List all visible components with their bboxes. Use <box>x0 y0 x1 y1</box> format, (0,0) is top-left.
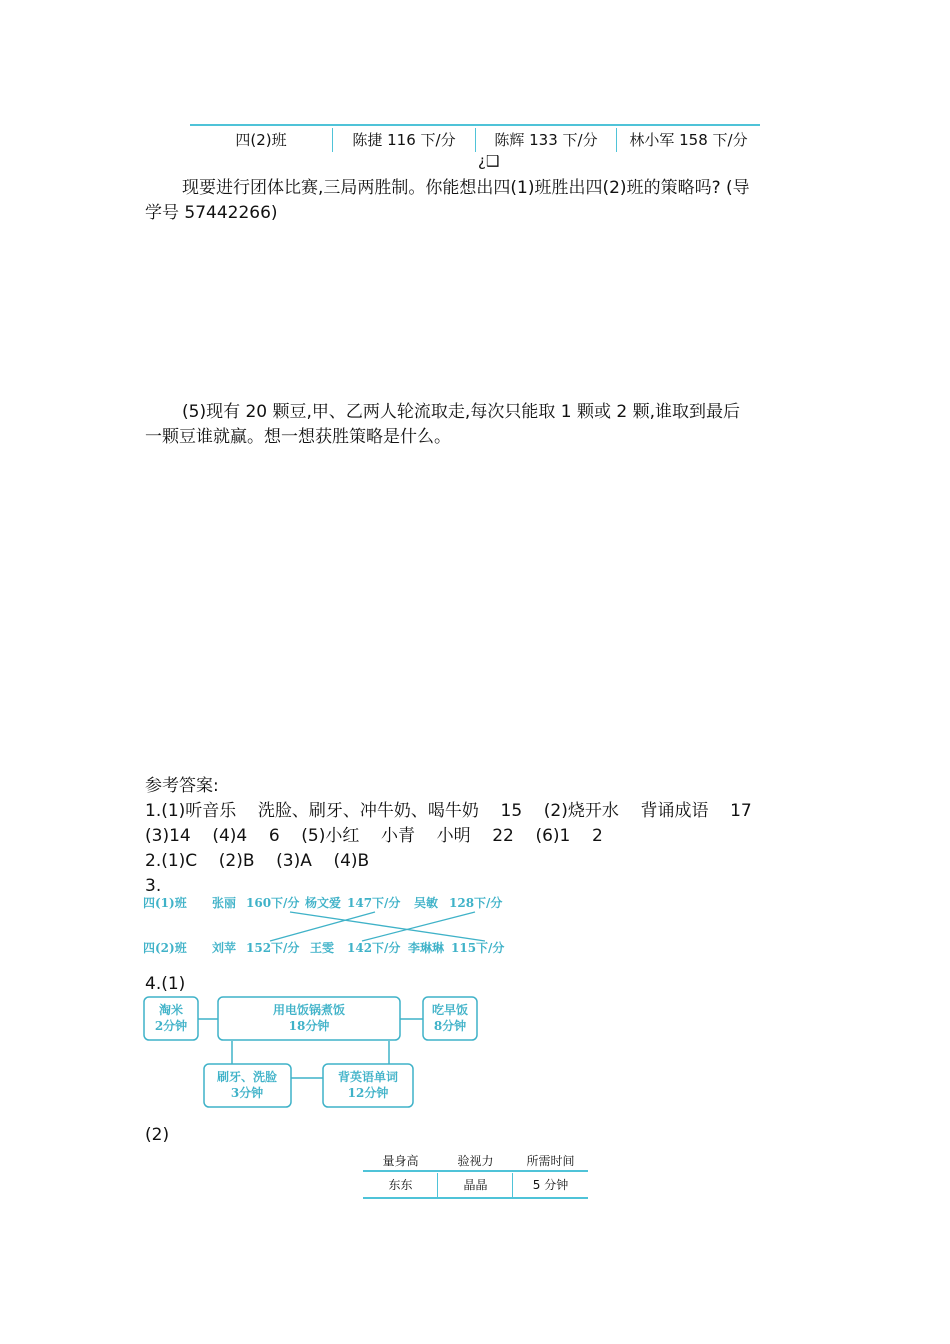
answer1-line2: (3)14 (4)4 6 (5)小红 小青 小明 22 (6)1 2 <box>145 826 603 846</box>
breakfast-label: 吃早饭 <box>431 1003 469 1017</box>
top-name-1: 张丽 <box>212 896 237 910</box>
bottom-name-1: 刘苹 <box>212 941 237 955</box>
stray-glyph: ¿❑ <box>478 152 500 170</box>
wash-rice-time: 2分钟 <box>154 1019 188 1033</box>
bottom-score-2: 142下/分 <box>347 941 401 955</box>
table-cell: 东东 <box>388 1178 413 1192</box>
header-cell: 量身高 <box>382 1154 419 1168</box>
bottom-score-1: 152下/分 <box>246 941 300 955</box>
table-row <box>363 1173 588 1197</box>
score-table-row <box>190 124 760 152</box>
bottom-score-3: 115下/分 <box>451 941 505 955</box>
english-time: 12分钟 <box>347 1086 389 1100</box>
table-rule <box>363 1170 588 1172</box>
top-score-2: 147下/分 <box>347 896 401 910</box>
class-cell: 四(2)班 <box>235 131 287 149</box>
answer3-label: 3. <box>145 876 162 896</box>
question5-line1: (5)现有 20 颗豆,甲、乙两人轮流取走,每次只能取 1 颗或 2 颗,谁取到最后 <box>182 402 740 422</box>
table-cell: 晶晶 <box>463 1178 488 1192</box>
bottom-name-2: 王雯 <box>310 941 335 955</box>
table-cell: 5 分钟 <box>532 1178 569 1192</box>
answer4-2-label: (2) <box>145 1125 170 1145</box>
header-cell: 所需时间 <box>526 1154 575 1168</box>
answer1-line1: 1.(1)听音乐 洗脸、刷牙、冲牛奶、喝牛奶 15 (2)烧开水 背诵成语 17 <box>145 801 752 821</box>
top-score-1: 160下/分 <box>246 896 300 910</box>
top-class-label: 四(1)班 <box>143 896 187 910</box>
answer2: 2.(1)C (2)B (3)A (4)B <box>145 851 370 871</box>
brush-label: 刷牙、洗脸 <box>216 1070 278 1084</box>
header-cell: 验视力 <box>457 1154 494 1168</box>
question4-line2: 学号 57442266) <box>145 203 278 223</box>
brush-time: 3分钟 <box>230 1086 264 1100</box>
table-rule <box>363 1197 588 1199</box>
question5-line2: 一颗豆谁就赢。想一想获胜策略是什么。 <box>145 427 451 447</box>
english-label: 背英语单词 <box>337 1070 399 1084</box>
answers-heading: 参考答案: <box>145 776 219 796</box>
answer4-label: 4.(1) <box>145 974 186 994</box>
table-header-row <box>363 1150 588 1172</box>
cook-rice-time: 18分钟 <box>288 1019 330 1033</box>
matching-diagram <box>140 893 510 959</box>
bottom-class-label: 四(2)班 <box>143 941 187 955</box>
student-cell: 陈捷 116 下/分 <box>352 131 456 149</box>
wash-rice-label: 淘米 <box>158 1003 184 1017</box>
question4-line1: 现要进行团体比赛,三局两胜制。你能想出四(1)班胜出四(2)班的策略吗? (导 <box>182 178 750 198</box>
student-cell: 林小军 158 下/分 <box>629 131 748 149</box>
top-name-3: 吴敏 <box>414 896 439 910</box>
cook-rice-label: 用电饭锅煮饭 <box>272 1003 346 1017</box>
top-score-3: 128下/分 <box>449 896 503 910</box>
student-cell: 陈辉 133 下/分 <box>494 131 598 149</box>
bottom-name-3: 李琳琳 <box>408 941 445 955</box>
breakfast-time: 8分钟 <box>433 1019 467 1033</box>
top-name-2: 杨文爱 <box>305 896 342 910</box>
flow-diagram <box>140 992 485 1112</box>
